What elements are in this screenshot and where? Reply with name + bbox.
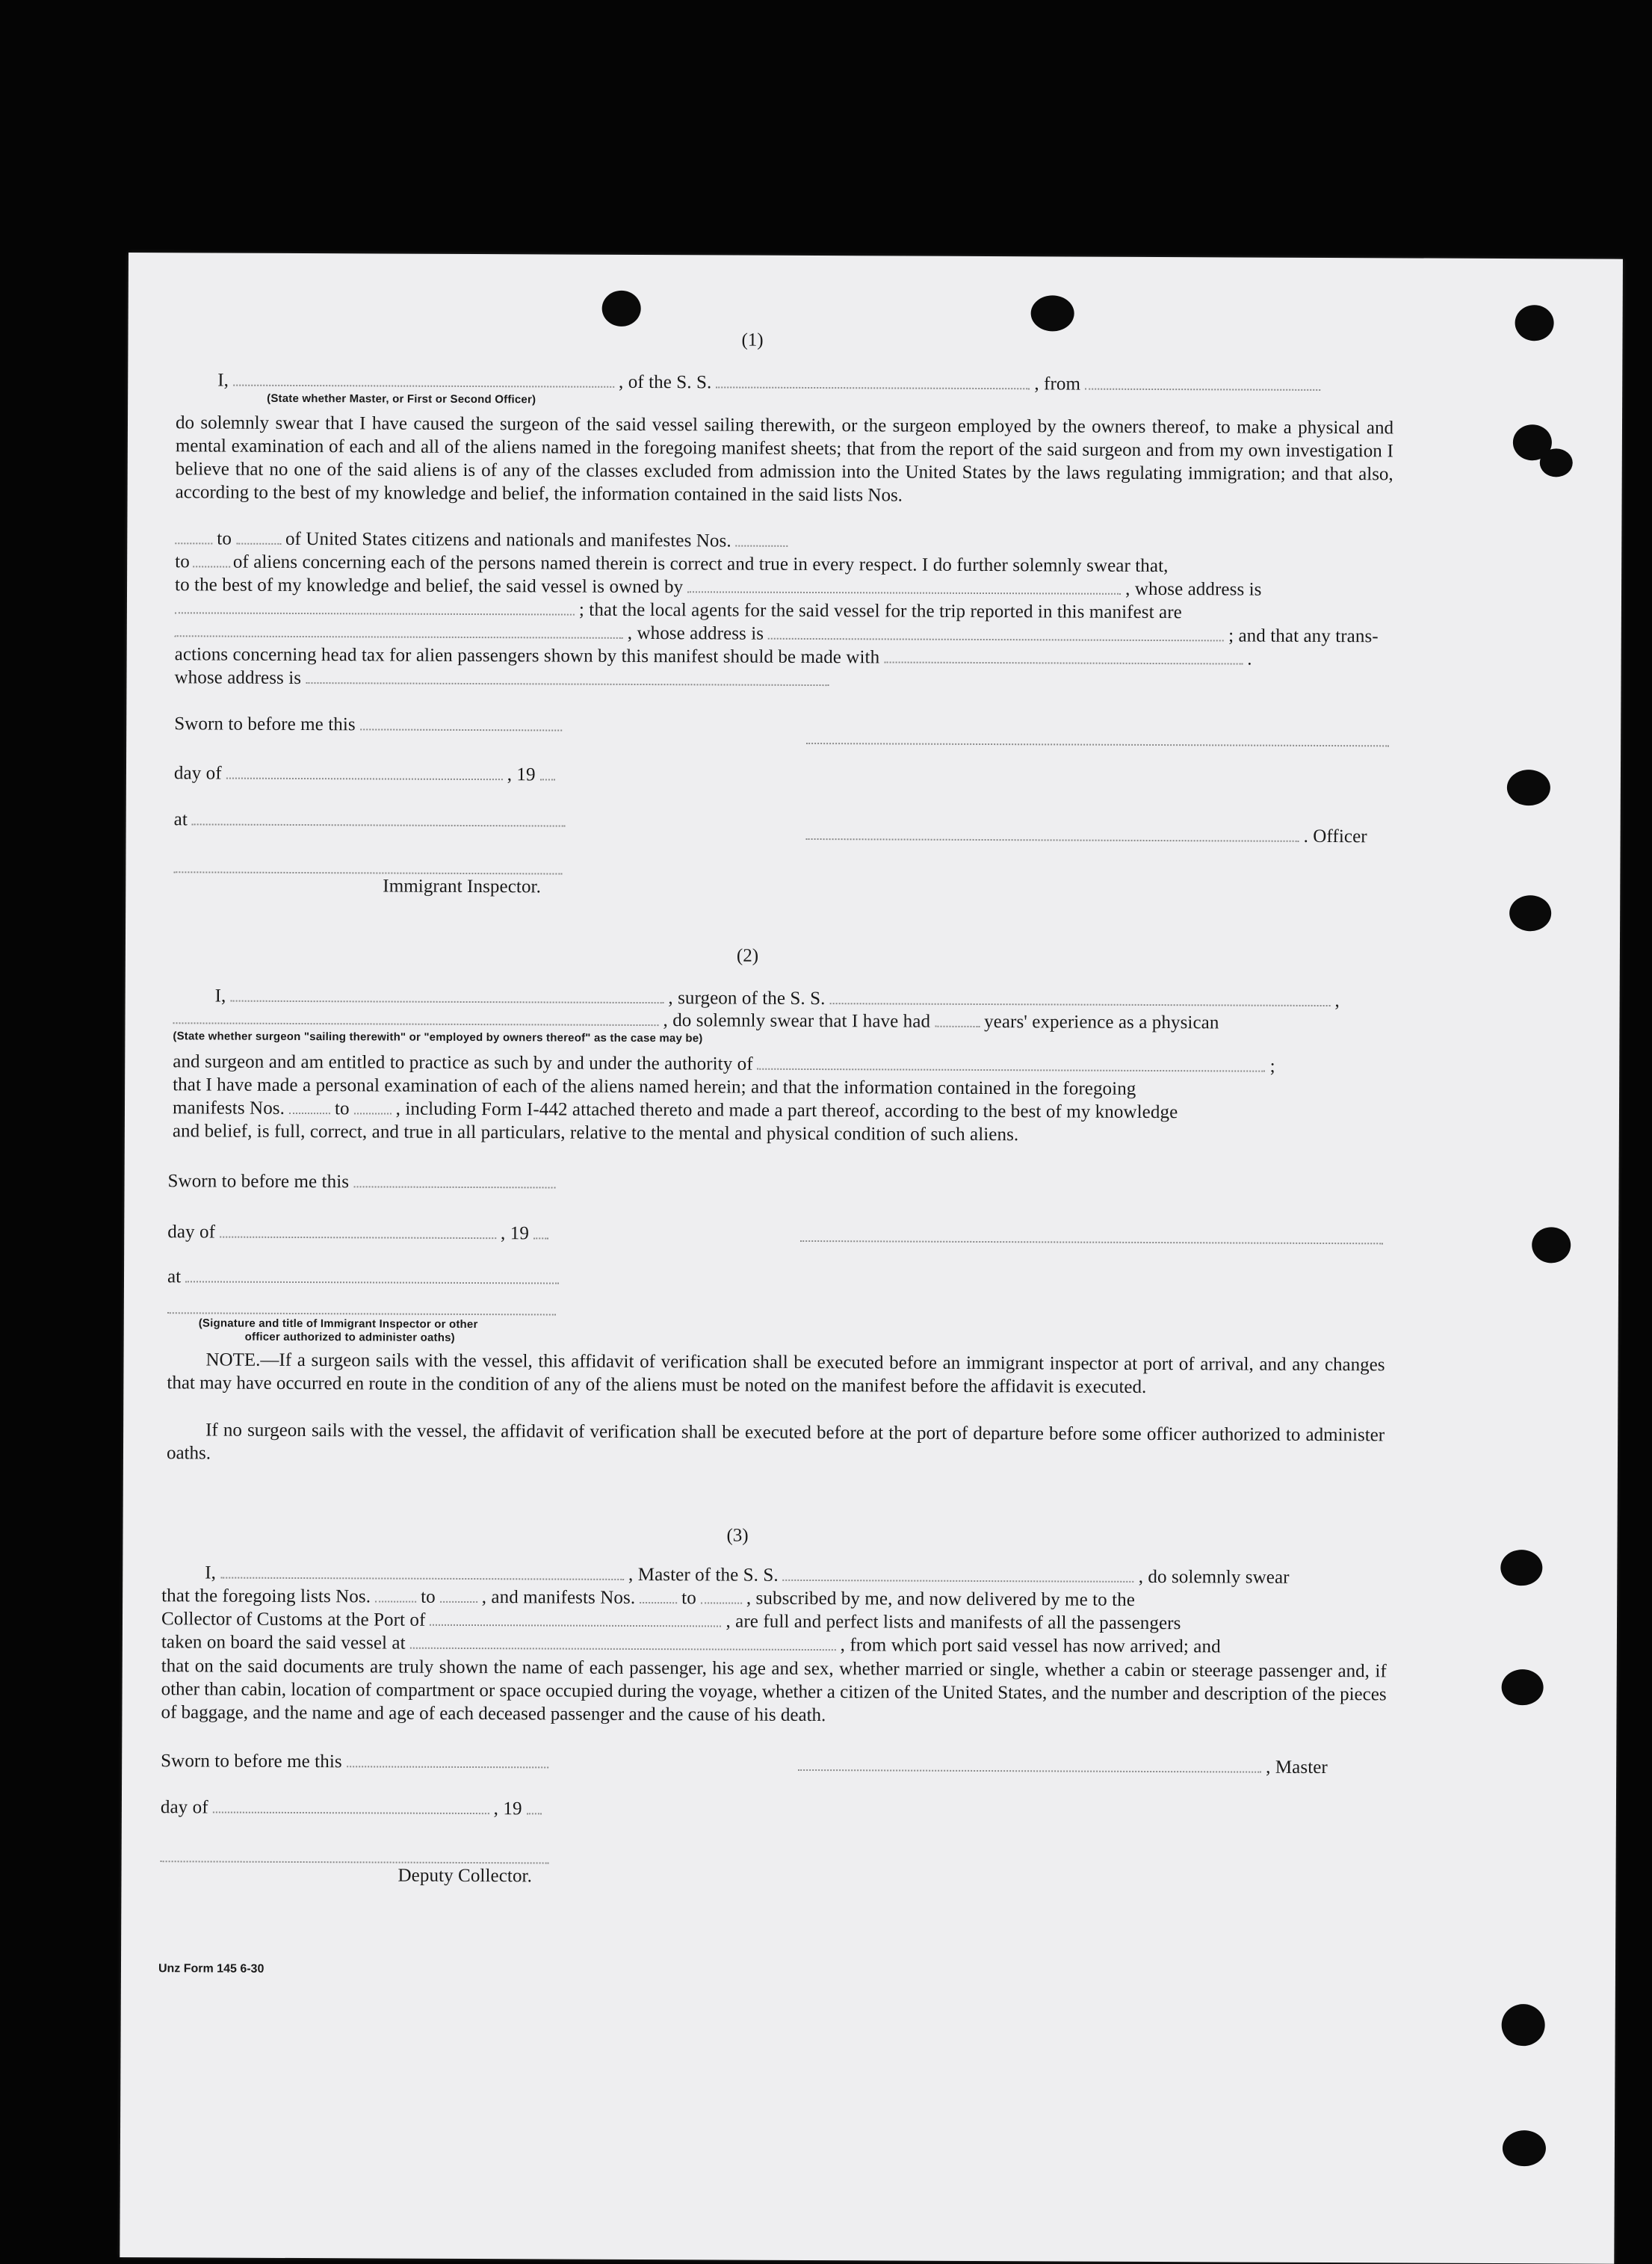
section2-sworn-day-field[interactable] — [353, 1171, 555, 1188]
section2-line5: manifests Nos. to , including Form I-442 attached thereto and made a part thereof, according to the best of my knowledge — [172, 1098, 1178, 1123]
punch-hole — [1509, 895, 1551, 931]
agent-address-field[interactable] — [768, 623, 1224, 642]
form-number: Unz Form 145 6-30 — [158, 1962, 264, 1976]
section1-officer-signature[interactable] — [806, 823, 1299, 842]
punch-hole — [1515, 305, 1554, 341]
punch-hole — [1503, 2130, 1546, 2166]
section1-line-headtax: actions concerning head tax for alien passengers shown by this manifest should be made with . — [174, 644, 1252, 669]
section3-month-field[interactable] — [213, 1797, 489, 1815]
section2-day: day of , 19 — [167, 1221, 553, 1245]
surgeon-manifests-to-field[interactable] — [354, 1098, 392, 1114]
section3-day: day of , 19 — [161, 1796, 546, 1820]
punch-hole — [602, 291, 641, 327]
section1-i: I, — [217, 370, 229, 391]
section1-inspector: Immigrant Inspector. — [383, 876, 542, 897]
section1-from: , from — [1034, 374, 1081, 395]
section1-officer-signature-top[interactable] — [806, 728, 1389, 746]
section1-month-field[interactable] — [226, 763, 503, 781]
master-signature[interactable] — [798, 1754, 1261, 1773]
punch-hole — [1502, 2004, 1545, 2046]
section2-surgeon-signature[interactable] — [800, 1225, 1383, 1244]
section1-head-tax: actions concerning head tax for alien passengers shown by this manifest should be made with — [174, 644, 880, 668]
master-ship-field[interactable] — [783, 1565, 1134, 1583]
section3-para: that on the said documents are truly shown the name of each passenger, his age and sex, whether married or single, whether a cabin or steerage passenger and, if other than cabin, location of compartment or space occupied during the voyage, whether a citizen of the United States, and the number and description of the pieces of baggage, and the name and age of each deceased passenger and the cause of his death. — [161, 1656, 1387, 1726]
section3-number: (3) — [726, 1525, 749, 1546]
section1-year-field[interactable] — [540, 764, 555, 780]
surgeon-name-field[interactable] — [230, 986, 663, 1004]
section2-number: (2) — [736, 945, 759, 966]
section1-owned-by: to the best of my knowledge and belief, the said vessel is owned by — [175, 575, 684, 598]
section1-number: (1) — [741, 330, 764, 350]
head-tax-address-field[interactable] — [306, 667, 829, 686]
section2-sworn: Sworn to before me this — [168, 1170, 560, 1194]
section2-line4: that I have made a personal examination of each of the aliens named herein; and that the information contained in the foregoing — [173, 1074, 1136, 1099]
punch-hole — [1507, 770, 1550, 805]
section3-line3: Collector of Customs at the Port of , are full and perfect lists and manifests of all the passengers — [161, 1609, 1181, 1634]
lists-to: to — [217, 528, 232, 549]
section2-note1: NOTE.—If a surgeon sails with the vessel, this affidavit of verification shall be executed before an immigrant inspector at port of arrival, and any changes that may have occurred en route in the condition of any of the aliens must be noted on the manifest before the affidavit is executed. — [167, 1349, 1385, 1397]
section1-sworn: Sworn to before me this — [174, 713, 566, 737]
section1-of-ss: , of the S. S. — [618, 371, 712, 393]
local-agents-field[interactable] — [175, 620, 623, 639]
departure-port-field[interactable] — [1085, 374, 1320, 391]
surgeon-status-field[interactable] — [173, 1007, 658, 1026]
section3-sworn-day-field[interactable] — [347, 1751, 548, 1768]
master-name-field[interactable] — [220, 1562, 624, 1580]
section3-line1: I, , Master of the S. S. , do solemnly swear — [205, 1562, 1290, 1588]
section1-para: do solemnly swear that I have caused the surgeon of the said vessel sailing therewith, or the surgeon employed by the owners thereof, to make a physical and mental examination of each and all of the aliens named in the foregoing manifest sheets; that from the report of the said surgeon and from my own investigation I believe that no one of the said aliens is of any of the classes excluded from admission into the United States by the laws regulating immigration; and that also, according to the best of my knowledge and belief, the information contained in the said lists Nos. — [175, 412, 1394, 506]
embarkation-port-field[interactable] — [410, 1633, 836, 1651]
section1-inspector-signature[interactable] — [173, 856, 562, 874]
section1-local-agents: ; that the local agents for the said vessel for the trip reported in this manifest are — [578, 599, 1182, 623]
section1-any-trans: ; and that any trans- — [1228, 625, 1379, 647]
section3-line2: that the foregoing lists Nos. to , and manifests Nos. to , subscribed by me, and now delivered by me to the — [161, 1586, 1136, 1610]
section1-line-nos — [175, 528, 793, 553]
form-page — [120, 253, 1623, 2264]
master-lists-from-field[interactable] — [375, 1586, 416, 1602]
section2-line1: I, , surgeon of the S. S. , — [214, 986, 1340, 1012]
deputy-collector-signature[interactable] — [161, 1846, 549, 1864]
punch-hole — [1540, 448, 1573, 477]
owner-address-field[interactable] — [175, 597, 575, 615]
section1-citizens: of United States citizens and nationals and manifestes Nos. — [285, 528, 731, 551]
master-manifests-from-field[interactable] — [640, 1587, 677, 1603]
section2-sig-hint-1: (Signature and title of Immigrant Inspector or other — [198, 1317, 478, 1332]
deputy-collector-label: Deputy Collector. — [397, 1865, 533, 1887]
section3-year-field[interactable] — [527, 1798, 542, 1814]
surgeon-manifests-from-field[interactable] — [289, 1098, 330, 1114]
port-field[interactable] — [430, 1609, 721, 1627]
lists-nos-to-field[interactable] — [236, 528, 281, 545]
punch-hole — [1502, 1669, 1544, 1705]
section1-line-agents — [175, 597, 1182, 624]
section1-place-field[interactable] — [192, 808, 566, 826]
section1-line-aliens — [175, 551, 1168, 578]
section1-sworn-day-field[interactable] — [360, 714, 562, 731]
years-experience-field[interactable] — [935, 1011, 980, 1027]
section1-line-whose — [174, 666, 833, 692]
aliens-to-field[interactable] — [193, 551, 230, 567]
section1-day: day of , 19 — [174, 762, 560, 786]
aliens-to: to — [175, 551, 190, 572]
master-lists-to-field[interactable] — [440, 1586, 477, 1603]
lists-nos-from-field[interactable] — [175, 528, 212, 544]
punch-hole — [1532, 1227, 1571, 1263]
head-tax-contact-field[interactable] — [884, 646, 1243, 664]
section2-hint: (State whether surgeon "sailing therewith" or "employed by owners thereof" as the case may be) — [173, 1030, 703, 1045]
punch-hole — [1500, 1550, 1542, 1586]
section1-whose-address-is: whose address is — [174, 667, 302, 689]
section2-line3: and surgeon and am entitled to practice as such by and under the authority of ; — [173, 1051, 1275, 1077]
section2-at: at — [167, 1266, 563, 1290]
section3-line4: taken on board the said vessel at , from which port said vessel has now arrived; and — [161, 1632, 1221, 1657]
authority-field[interactable] — [758, 1054, 1266, 1072]
section1-aliens-text: of aliens concerning each of the persons named therein is correct and true in every respect. I do further solemnly swear that, — [232, 551, 1169, 577]
section2-note2: If no surgeon sails with the vessel, the affidavit of verification shall be executed before at the port of departure before some officer authorized to administer oaths. — [166, 1420, 1385, 1464]
section2-line2: , do solemnly swear that I have had years' experience as a physican — [173, 1007, 1219, 1034]
section2-place-field[interactable] — [185, 1266, 559, 1284]
punch-hole — [1031, 295, 1074, 331]
manifests-nos-field[interactable] — [736, 531, 788, 547]
surgeon-ship-field[interactable] — [829, 988, 1330, 1006]
section1-line-owned — [175, 574, 1262, 601]
section2-month-field[interactable] — [220, 1222, 496, 1240]
section1-officer-line: . Officer — [806, 823, 1367, 848]
ship-name-field[interactable] — [716, 371, 1030, 389]
section1-whose-address: , whose address is — [1125, 578, 1262, 600]
section1-at: at — [174, 808, 570, 832]
section3-master-line: , Master — [798, 1754, 1328, 1779]
section1-hint: (State whether Master, or First or Second Officer) — [267, 392, 536, 406]
section2-inspector-signature[interactable] — [167, 1297, 556, 1315]
vessel-owner-field[interactable] — [687, 576, 1121, 595]
section2-sig-hint-2: officer authorized to administer oaths) — [244, 1330, 455, 1344]
section1-agent-address: , whose address is — [627, 622, 764, 644]
master-manifests-to-field[interactable] — [701, 1587, 742, 1603]
section2-line6: and belief, is full, correct, and true in all particulars, relative to the mental and physical condition of such aliens. — [172, 1121, 1019, 1145]
section2-year-field[interactable] — [533, 1222, 548, 1239]
section3-sworn: Sworn to before me this — [161, 1750, 553, 1774]
officer-title-field[interactable] — [233, 370, 614, 388]
